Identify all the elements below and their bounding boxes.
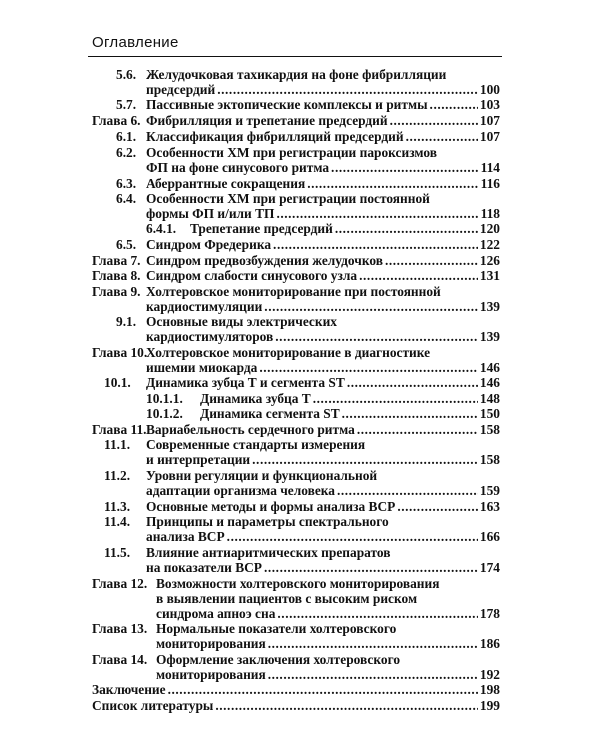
- toc-entry-title-line: в выявлении пациентов с высоким риском: [156, 590, 418, 606]
- toc-entry-title: [146, 315, 500, 345]
- dot-leader: [277, 607, 478, 622]
- toc-entry-title: [146, 346, 500, 376]
- toc-entry[interactable]: [92, 146, 500, 176]
- toc-entry-title: [146, 177, 500, 192]
- toc-entry-title: [156, 653, 500, 683]
- toc-entry-page-number: 178: [479, 605, 500, 621]
- dot-leader: [406, 130, 478, 145]
- toc-entry-title: [146, 500, 500, 515]
- toc-entry-page-number: 158: [479, 422, 500, 437]
- toc-entry-page-number: 139: [479, 328, 500, 344]
- toc-entry-title-line: Динамика сегмента ST: [200, 406, 340, 421]
- toc-entry-title-line: кардиостимуляции: [146, 298, 263, 314]
- toc-entry-number: 6.1.: [116, 129, 137, 144]
- toc-entry-title: [146, 376, 500, 391]
- toc-entry-title-line: Холтеровское мониторирование при постоянной: [146, 284, 441, 299]
- page-header-title: Оглавление: [92, 34, 179, 51]
- toc-entry-page-number: 116: [480, 176, 500, 191]
- toc-entry-page-number: 199: [479, 698, 500, 713]
- toc-entry-number: Глава 9.: [92, 284, 141, 299]
- toc-entry-title-line: предсердий: [146, 81, 216, 97]
- toc-entry-page-number: 146: [479, 359, 500, 375]
- toc-entry-number: Глава 10.: [92, 345, 148, 360]
- toc-entry[interactable]: [92, 222, 500, 237]
- toc-entry-title-line: Холтеровское мониторирование в диагностике: [146, 345, 431, 360]
- toc-entry-title: [146, 254, 500, 269]
- toc-entry[interactable]: [92, 177, 500, 192]
- toc-entry-title: [92, 683, 500, 698]
- toc-entry-number: Глава 11.: [92, 422, 147, 437]
- toc-entry-page-number: 139: [479, 298, 500, 314]
- toc-entry[interactable]: [92, 515, 500, 545]
- toc-entry-title-line: Трепетание предсердий: [190, 221, 333, 236]
- toc-entry[interactable]: [92, 346, 500, 376]
- dot-leader: [397, 500, 478, 515]
- toc-entry-title: [156, 577, 500, 621]
- toc-entry-title-line: Особенности ХМ при регистрации постоянной: [146, 191, 430, 206]
- dot-leader: [275, 330, 478, 345]
- toc-entry-title-line: мониторирования: [156, 666, 266, 682]
- toc-entry-number: 5.6.: [116, 67, 137, 82]
- dot-leader: [430, 98, 478, 113]
- toc-entry[interactable]: [92, 269, 500, 284]
- toc-entry-title-line: Список литературы: [92, 698, 214, 713]
- toc-entry-title-line: Синдром Фредерика: [146, 237, 272, 252]
- toc-entry[interactable]: [92, 254, 500, 269]
- dot-leader: [385, 254, 478, 269]
- toc-entry-title-line: формы ФП и/или ТП: [146, 205, 275, 221]
- toc-entry-title: [146, 469, 500, 499]
- toc-entry-number: Глава 7.: [92, 253, 141, 268]
- toc-entry-title-line: Синдром предвозбуждения желудочков: [146, 253, 383, 268]
- toc-entry-page-number: 131: [479, 268, 500, 283]
- toc-entry-title-line: кардиостимуляторов: [146, 328, 274, 344]
- toc-entry-title-line: и интерпретации: [146, 451, 251, 467]
- dot-leader: [331, 161, 479, 176]
- toc-entry[interactable]: [92, 407, 500, 422]
- toc-entry-number: 5.7.: [116, 97, 137, 112]
- toc-entry-title: [146, 269, 500, 284]
- dot-leader: [342, 407, 478, 422]
- toc-entry-number: Глава 6.: [92, 113, 141, 128]
- toc-entry-page-number: 198: [479, 682, 500, 697]
- toc-entry-page-number: 192: [479, 666, 500, 682]
- toc-entry[interactable]: [92, 423, 500, 438]
- toc-entry-page-number: 158: [479, 451, 500, 467]
- toc-entry-title: [190, 222, 500, 237]
- toc-entry[interactable]: [92, 192, 500, 222]
- toc-entry-title: [146, 192, 500, 222]
- toc-entry-page-number: 163: [479, 499, 500, 514]
- toc-entry-number: Глава 8.: [92, 268, 141, 283]
- toc-entry-number: 9.1.: [116, 314, 137, 329]
- toc-entry[interactable]: [92, 469, 500, 499]
- dot-leader: [268, 637, 478, 652]
- toc-entry[interactable]: [92, 392, 500, 407]
- toc-entry-title-line: Особенности ХМ при регистрации пароксизмов: [146, 145, 437, 160]
- toc-entry-page-number: 118: [480, 205, 500, 221]
- dot-leader: [307, 177, 478, 192]
- dot-leader: [268, 668, 478, 683]
- toc-entry[interactable]: [92, 546, 500, 576]
- toc-entry-number: 11.1.: [104, 437, 131, 452]
- toc-entry-title-line: мониторирования: [156, 635, 266, 651]
- dot-leader: [227, 530, 478, 545]
- dot-leader: [359, 269, 478, 284]
- toc-entry-title-line: Вариабельность сердечного ритма: [146, 422, 355, 437]
- toc-entry[interactable]: [92, 500, 500, 515]
- toc-entry[interactable]: [92, 376, 500, 391]
- toc-entry-page-number: 174: [479, 559, 500, 575]
- toc-entry-number: 11.3.: [104, 499, 131, 514]
- toc-entry-page-number: 107: [479, 113, 500, 128]
- toc-entry-page-number: 150: [479, 406, 500, 421]
- dot-leader: [276, 207, 478, 222]
- toc-entry-title: [200, 407, 500, 422]
- dot-leader: [264, 561, 478, 576]
- toc-entry[interactable]: [92, 622, 500, 652]
- toc-entry[interactable]: [92, 653, 500, 683]
- toc-entry-title-line: ишемии миокарда: [146, 359, 258, 375]
- toc-entry-title-line: Возможности холтеровского мониторирования: [156, 576, 440, 591]
- toc-entry-title-line: Динамика зубца T: [200, 391, 311, 406]
- toc-entry-page-number: 166: [479, 528, 500, 544]
- toc-entry-title: [146, 285, 500, 315]
- dot-leader: [252, 453, 478, 468]
- dot-leader: [215, 699, 478, 714]
- toc-entry-title: [146, 423, 500, 438]
- toc-entry-number: 6.3.: [116, 176, 137, 191]
- toc-entry-number: 10.1.2.: [146, 406, 183, 421]
- toc-entry-title: [146, 546, 500, 576]
- dot-leader: [273, 238, 478, 253]
- toc-entry-title-line: Уровни регуляции и функциональной: [146, 468, 378, 483]
- toc-entry-number: 11.2.: [104, 468, 131, 483]
- dot-leader: [217, 83, 478, 98]
- toc-entry[interactable]: [92, 683, 500, 698]
- toc-entry[interactable]: [92, 699, 500, 714]
- toc-entry-title: [146, 438, 500, 468]
- toc-entry-title-line: анализа ВСР: [146, 528, 225, 544]
- toc-entry-title: [92, 699, 500, 714]
- toc-entry-number: 6.4.: [116, 191, 137, 206]
- toc-entry-page-number: 122: [479, 237, 500, 252]
- toc-entry-number: 6.4.1.: [146, 221, 177, 236]
- toc-entry-title-line: Влияние антиаритмических препаратов: [146, 545, 391, 560]
- toc-entry-number: Глава 12.: [92, 576, 148, 591]
- toc-entry-title: [146, 146, 500, 176]
- toc-entry-number: 11.4.: [104, 514, 131, 529]
- toc-entry-page-number: 126: [479, 253, 500, 268]
- toc-entry[interactable]: [92, 98, 500, 113]
- toc-entry[interactable]: [92, 438, 500, 468]
- dot-leader: [357, 423, 478, 438]
- toc-entry-title: [200, 392, 500, 407]
- toc-entry-page-number: 148: [479, 391, 500, 406]
- toc-entry-page-number: 159: [479, 482, 500, 498]
- toc-entry-title-line: Принципы и параметры спектрального: [146, 514, 389, 529]
- dot-leader: [390, 114, 478, 129]
- toc-entry-title-line: Пассивные эктопические комплексы и ритмы: [146, 97, 428, 112]
- toc-entry-title-line: ФП на фоне синусового ритма: [146, 159, 330, 175]
- dot-leader: [264, 300, 478, 315]
- toc-entry-title-line: Аберрантные сокращения: [146, 176, 306, 191]
- dot-leader: [259, 361, 478, 376]
- toc-entry-number: Глава 14.: [92, 652, 148, 667]
- toc-entry-title-line: Нормальные показатели холтеровского: [156, 621, 397, 636]
- toc-entry-title-line: на показатели ВСР: [146, 559, 262, 575]
- toc-entry-number: 10.1.1.: [146, 391, 183, 406]
- toc-entry-title-line: Желудочковая тахикардия на фоне фибрилляции: [146, 67, 447, 82]
- toc-entry-title: [146, 68, 500, 98]
- toc-entry-number: 6.5.: [116, 237, 137, 252]
- toc-entry-title: [156, 622, 500, 652]
- toc-entry-page-number: 100: [479, 81, 500, 97]
- toc-entry[interactable]: [92, 130, 500, 145]
- toc-entry-title-line: Синдром слабости синусового узла: [146, 268, 358, 283]
- toc-entry-page-number: 103: [479, 97, 500, 112]
- toc-entry-page-number: 120: [479, 221, 500, 236]
- dot-leader: [335, 222, 478, 237]
- toc-entry-title: [146, 515, 500, 545]
- toc-entry-title: [146, 238, 500, 253]
- toc-entry-page-number: 186: [479, 635, 500, 651]
- dot-leader: [313, 392, 478, 407]
- toc-entry[interactable]: [92, 114, 500, 129]
- toc-entry-title-line: синдрома апноэ сна: [156, 605, 276, 621]
- toc-entry-title-line: Заключение: [92, 682, 166, 697]
- toc-entry-title: [146, 130, 500, 145]
- toc-entry-number: 10.1.: [104, 375, 131, 390]
- toc-entry-title: [146, 98, 500, 113]
- toc-entry[interactable]: [92, 68, 500, 98]
- toc-entry-title-line: Основные методы и формы анализа ВСР: [146, 499, 396, 514]
- toc-entry-number: Глава 13.: [92, 621, 148, 636]
- toc-entry-title-line: Оформление заключения холтеровского: [156, 652, 401, 667]
- toc-entry-page-number: 107: [479, 129, 500, 144]
- toc-entry-title-line: Современные стандарты измерения: [146, 437, 366, 452]
- toc-entry-title-line: Динамика зубца T и сегмента ST: [146, 375, 345, 390]
- toc-entry-page-number: 114: [480, 159, 500, 175]
- toc-entry[interactable]: [92, 238, 500, 253]
- toc-entry-number: 11.5.: [104, 545, 131, 560]
- toc-entry-title-line: адаптации организма человека: [146, 482, 335, 498]
- dot-leader: [337, 484, 478, 499]
- dot-leader: [168, 683, 478, 698]
- toc-entry[interactable]: [92, 577, 500, 621]
- toc-entry-page-number: 146: [479, 375, 500, 390]
- toc-entry-title: [146, 114, 500, 129]
- toc-entry[interactable]: [92, 285, 500, 315]
- dot-leader: [347, 376, 478, 391]
- toc-entry-number: 6.2.: [116, 145, 137, 160]
- toc-entry-title-line: Классификация фибрилляций предсердий: [146, 129, 404, 144]
- toc-entry-title-line: Фибрилляция и трепетание предсердий: [146, 113, 388, 128]
- toc-entry[interactable]: [92, 315, 500, 345]
- toc-entry-title-line: Основные виды электрических: [146, 314, 337, 329]
